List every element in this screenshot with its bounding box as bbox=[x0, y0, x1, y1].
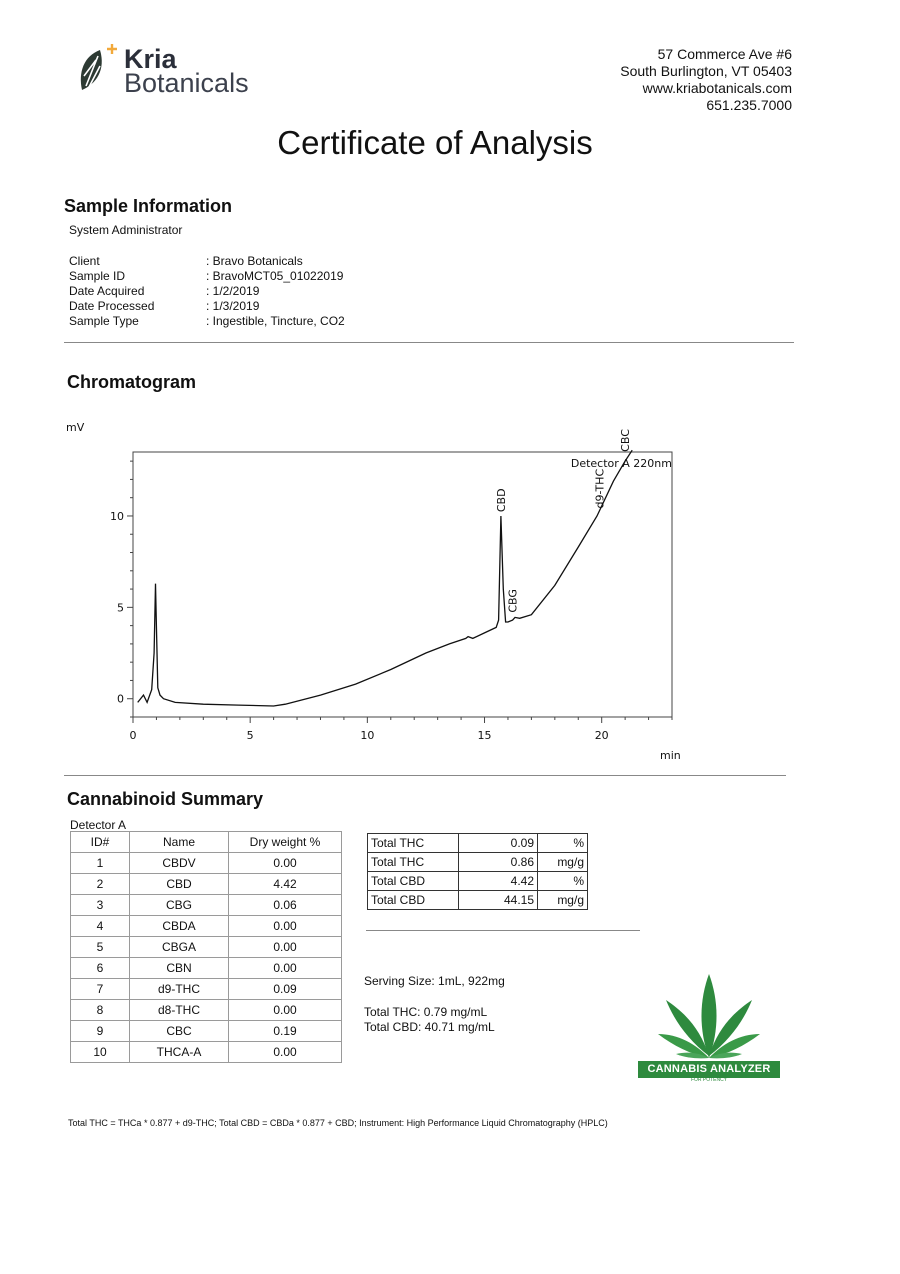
name-cell: CBN bbox=[130, 958, 229, 979]
y-tick-label: 10 bbox=[110, 509, 124, 523]
table-row bbox=[71, 916, 342, 937]
total-value-cell: 44.15 bbox=[459, 891, 538, 910]
totals-row bbox=[368, 853, 588, 872]
total-unit-cell: mg/g bbox=[538, 891, 588, 910]
x-tick-label: 5 bbox=[246, 729, 254, 742]
brand-name-line1: Kria bbox=[124, 44, 177, 74]
id-cell: 9 bbox=[71, 1021, 130, 1042]
total-label-cell: Total THC bbox=[368, 853, 459, 872]
name-cell: CBC bbox=[130, 1021, 229, 1042]
name-cell: d8-THC bbox=[130, 1000, 229, 1021]
y-axis-label: mV bbox=[66, 421, 85, 434]
id-cell: 5 bbox=[71, 937, 130, 958]
table-row bbox=[71, 874, 342, 895]
table-row bbox=[71, 1021, 342, 1042]
total-unit-cell: % bbox=[538, 834, 588, 853]
total-value-cell: 0.86 bbox=[459, 853, 538, 872]
totals-row bbox=[368, 872, 588, 891]
field-label: Client bbox=[69, 254, 100, 268]
name-cell: CBD bbox=[130, 874, 229, 895]
total-label-cell: Total CBD bbox=[368, 872, 459, 891]
id-cell: 7 bbox=[71, 979, 130, 1000]
dry-weight-cell: 0.00 bbox=[229, 853, 342, 874]
id-cell: 2 bbox=[71, 874, 130, 895]
address-line: South Burlington, VT 05403 bbox=[620, 63, 792, 79]
cannabis-analyzer-logo bbox=[636, 970, 782, 1082]
name-cell: CBG bbox=[130, 895, 229, 916]
peak-label: d9-THC bbox=[593, 468, 607, 509]
field-value: : Bravo Botanicals bbox=[206, 254, 303, 268]
total-unit-cell: % bbox=[538, 872, 588, 891]
field-value: : 1/3/2019 bbox=[206, 299, 260, 313]
address-line: www.kriabotanicals.com bbox=[642, 80, 792, 96]
totals-row bbox=[368, 834, 588, 853]
peak-label: CBD bbox=[494, 488, 508, 513]
peak-label: CBC bbox=[619, 429, 633, 452]
dry-weight-cell: 0.00 bbox=[229, 937, 342, 958]
divider bbox=[64, 775, 786, 776]
footnote: Total THC = THCa * 0.877 + d9-THC; Total CBD = CBDa * 0.877 + CBD; Instrument: High Performance Liquid Chromatography (HPLC) bbox=[68, 1118, 608, 1128]
dry-weight-cell: 0.06 bbox=[229, 895, 342, 916]
table-row bbox=[71, 958, 342, 979]
page-title: Certificate of Analysis bbox=[277, 124, 593, 161]
cannabis-leaf-icon bbox=[636, 970, 782, 1060]
id-cell: 4 bbox=[71, 916, 130, 937]
name-cell: d9-THC bbox=[130, 979, 229, 1000]
field-value: : 1/2/2019 bbox=[206, 284, 260, 298]
divider bbox=[366, 930, 640, 931]
peak-label: CBG bbox=[506, 589, 520, 613]
address-line: 651.235.7000 bbox=[706, 97, 792, 113]
total-value-cell: 4.42 bbox=[459, 872, 538, 891]
leaf-icon bbox=[76, 42, 120, 98]
field-label: Date Processed bbox=[69, 299, 155, 313]
total-value-cell: 0.09 bbox=[459, 834, 538, 853]
x-tick-label: 0 bbox=[129, 729, 137, 742]
field-label: Sample ID bbox=[69, 269, 126, 283]
sample-field-row bbox=[69, 254, 345, 269]
column-header: Dry weight % bbox=[229, 832, 342, 853]
dry-weight-cell: 0.19 bbox=[229, 1021, 342, 1042]
table-row bbox=[71, 979, 342, 1000]
plot-frame bbox=[133, 452, 672, 717]
badge-text: CANNABIS ANALYZER bbox=[647, 1063, 771, 1075]
chart-title: Detector A 220nm bbox=[570, 457, 672, 470]
field-label: Sample Type bbox=[69, 314, 139, 328]
sample-fields bbox=[69, 254, 345, 329]
total-label-cell: Total THC bbox=[368, 834, 459, 853]
detector-trace bbox=[138, 450, 633, 706]
table-row bbox=[71, 1000, 342, 1021]
totals-table bbox=[367, 833, 588, 910]
divider bbox=[64, 342, 794, 343]
chromatogram-heading: Chromatogram bbox=[67, 372, 197, 392]
field-value: : Ingestible, Tincture, CO2 bbox=[206, 314, 345, 328]
cannabinoid-table bbox=[70, 831, 342, 1063]
x-axis-label: min bbox=[660, 749, 681, 762]
column-header: Name bbox=[130, 832, 229, 853]
total-unit-cell: mg/g bbox=[538, 853, 588, 872]
id-cell: 8 bbox=[71, 1000, 130, 1021]
total-label-cell: Total CBD bbox=[368, 891, 459, 910]
sample-field-row bbox=[69, 314, 345, 329]
name-cell: THCA-A bbox=[130, 1042, 229, 1063]
table-row bbox=[71, 895, 342, 916]
badge-box bbox=[638, 1061, 780, 1078]
name-cell: CBGA bbox=[130, 937, 229, 958]
sample-heading: Sample Information bbox=[64, 196, 233, 216]
table-row bbox=[71, 937, 342, 958]
brand-logo bbox=[76, 42, 266, 98]
serving-size: Serving Size: 1mL, 922mg bbox=[364, 974, 505, 988]
name-cell: CBDV bbox=[130, 853, 229, 874]
dry-weight-cell: 0.09 bbox=[229, 979, 342, 1000]
column-header: ID# bbox=[71, 832, 130, 853]
sample-field-row bbox=[69, 299, 345, 314]
brand-name-line2: Botanicals bbox=[124, 68, 249, 98]
id-cell: 3 bbox=[71, 895, 130, 916]
table-row bbox=[71, 1042, 342, 1063]
company-address bbox=[620, 46, 792, 114]
chromatogram-chart bbox=[60, 415, 760, 765]
totals-row bbox=[368, 891, 588, 910]
address-line: 57 Commerce Ave #6 bbox=[657, 46, 792, 62]
dry-weight-cell: 0.00 bbox=[229, 958, 342, 979]
table-header-row bbox=[71, 832, 342, 853]
dry-weight-cell: 0.00 bbox=[229, 1000, 342, 1021]
dry-weight-cell: 4.42 bbox=[229, 874, 342, 895]
sample-field-row bbox=[69, 269, 345, 284]
id-cell: 6 bbox=[71, 958, 130, 979]
id-cell: 1 bbox=[71, 853, 130, 874]
field-label: Date Acquired bbox=[69, 284, 145, 298]
x-tick-label: 15 bbox=[477, 729, 492, 742]
summary-heading: Cannabinoid Summary bbox=[67, 789, 264, 809]
x-tick-label: 20 bbox=[594, 729, 609, 742]
detector-label: Detector A bbox=[70, 818, 127, 832]
badge-subtext: FOR POTENCY bbox=[690, 1077, 728, 1083]
dry-weight-cell: 0.00 bbox=[229, 1042, 342, 1063]
x-tick-label: 10 bbox=[360, 729, 375, 742]
field-value: : BravoMCT05_01022019 bbox=[206, 269, 344, 283]
y-tick-label: 5 bbox=[117, 601, 124, 615]
sample-field-row bbox=[69, 284, 345, 299]
total-cbd-per-ml: Total CBD: 40.71 mg/mL bbox=[364, 1020, 495, 1034]
dry-weight-cell: 0.00 bbox=[229, 916, 342, 937]
name-cell: CBDA bbox=[130, 916, 229, 937]
id-cell: 10 bbox=[71, 1042, 130, 1063]
y-tick-label: 0 bbox=[117, 692, 124, 706]
sample-user: System Administrator bbox=[69, 223, 183, 237]
total-thc-per-ml: Total THC: 0.79 mg/mL bbox=[364, 1005, 488, 1019]
table-row bbox=[71, 853, 342, 874]
